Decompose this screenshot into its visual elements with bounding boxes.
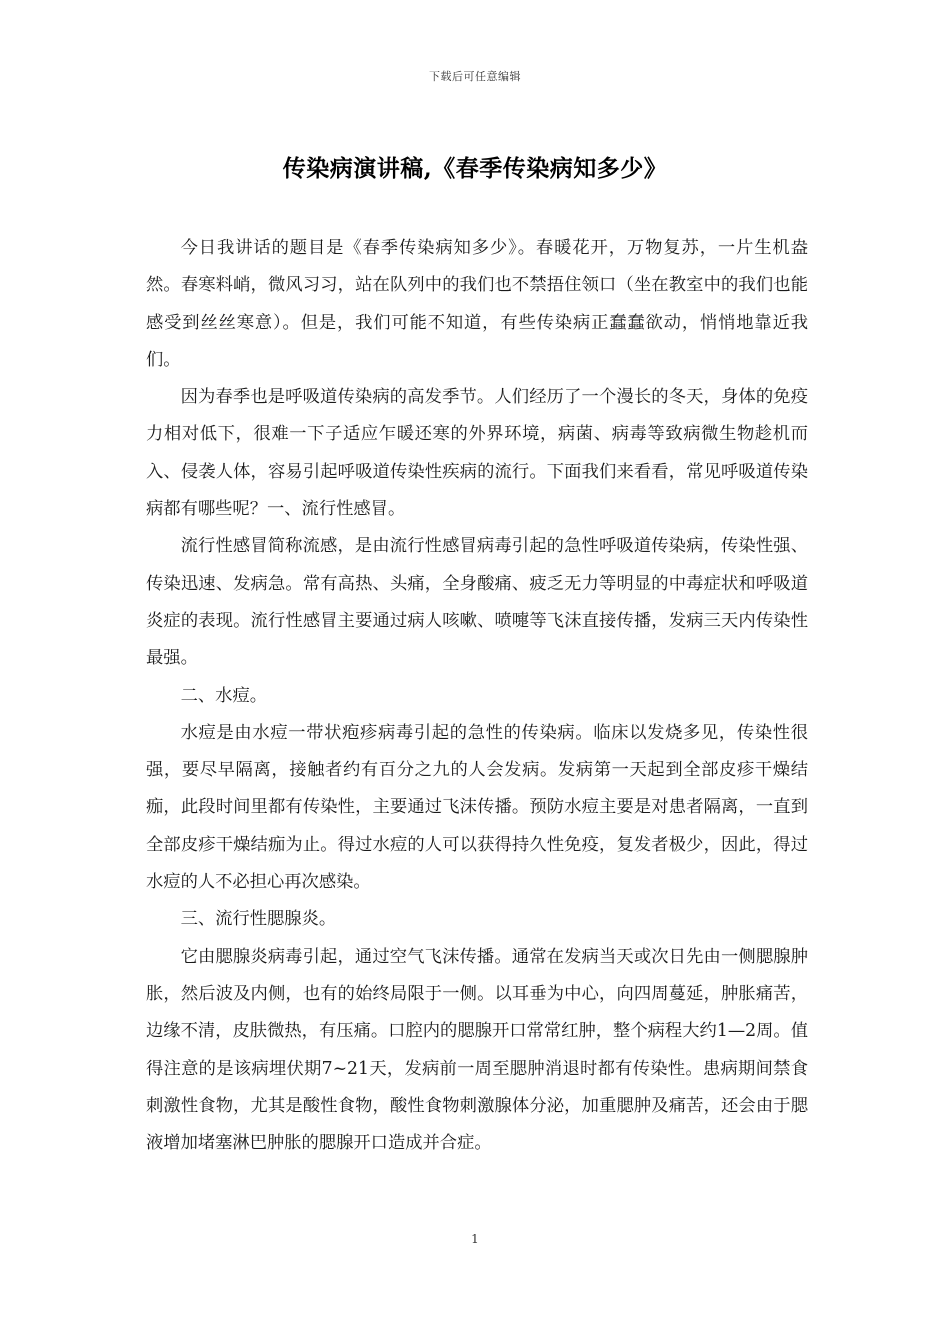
paragraph-chickenpox: 水痘是由水痘一带状疱疹病毒引起的急性的传染病。临床以发烧多见，传染性很强，要尽早隔离，接触者约有百分之九的人会发病。发病第一天起到全部皮疹干燥结痂，此段时间里都有传染性，主要通过飞沫传播。预防水痘主要是对患者隔离，一直到全部皮疹干燥结痂为止。得过水痘的人可以获得持久性免疫，复发者极少，因此，得过水痘的人不必担心再次感染。 [146,722,808,893]
section-heading-chickenpox: 二、水痘。 [180,685,268,706]
paragraph-intro: 今日我讲话的题目是《春季传染病知多少》。春暖花开，万物复苏，一片生机盎然。春寒料峭，微风习习，站在队列中的我们也不禁捂住领口（坐在教室中的我们也能感受到丝丝寒意）。但是，我们可能不知道，有些传染病正蠢蠢欲动，悄悄地靠近我们。 [146,238,808,370]
paragraph-influenza: 流行性感冒简称流感，是由流行性感冒病毒引起的急性呼吸道传染病，传染性强、传染迅速、发病急。常有高热、头痛，全身酸痛、疲乏无力等明显的中毒症状和呼吸道炎症的表现。流行性感冒主要通过病人咳嗽、喷嚏等飞沫直接传播，发病三天内传染性最强。 [146,536,808,669]
document-body [146,230,808,1162]
header-note: 下载后可任意编辑 [429,70,521,83]
paragraph-respiratory-season: 因为春季也是呼吸道传染病的高发季节。人们经历了一个漫长的冬天，身体的免疫力相对低下，很难一下子适应乍暖还寒的外界环境，病菌、病毒等致病微生物趁机而入、侵袭人体，容易引起呼吸道传染性疾病的流行。下面我们来看看，常见呼吸道传染病都有哪些呢？一、流行性感冒。 [146,387,808,520]
page-number: 1 [471,1232,479,1246]
document-title: 传染病演讲稿,《春季传染病知多少》 [282,155,668,182]
section-heading-mumps: 三、流行性腮腺炎。 [180,909,337,930]
paragraph-mumps: 它由腮腺炎病毒引起，通过空气飞沫传播。通常在发病当天或次日先由一侧腮腺肿胀，然后波及内侧，也有的始终局限于一侧。以耳垂为中心，向四周蔓延，肿胀痛苦，边缘不清，皮肤微热，有压痛。口腔内的腮腺开口常常红肿，整个病程大约1—2周。值得注意的是该病埋伏期7~21天，发病前一周至腮肿消退时都有传染性。患病期间禁食刺激性食物，尤其是酸性食物，酸性食物刺激腺体分泌，加重腮肿及痛苦，还会由于腮液增加堵塞淋巴肿胀的腮腺开口造成并合症。 [146,946,808,1154]
